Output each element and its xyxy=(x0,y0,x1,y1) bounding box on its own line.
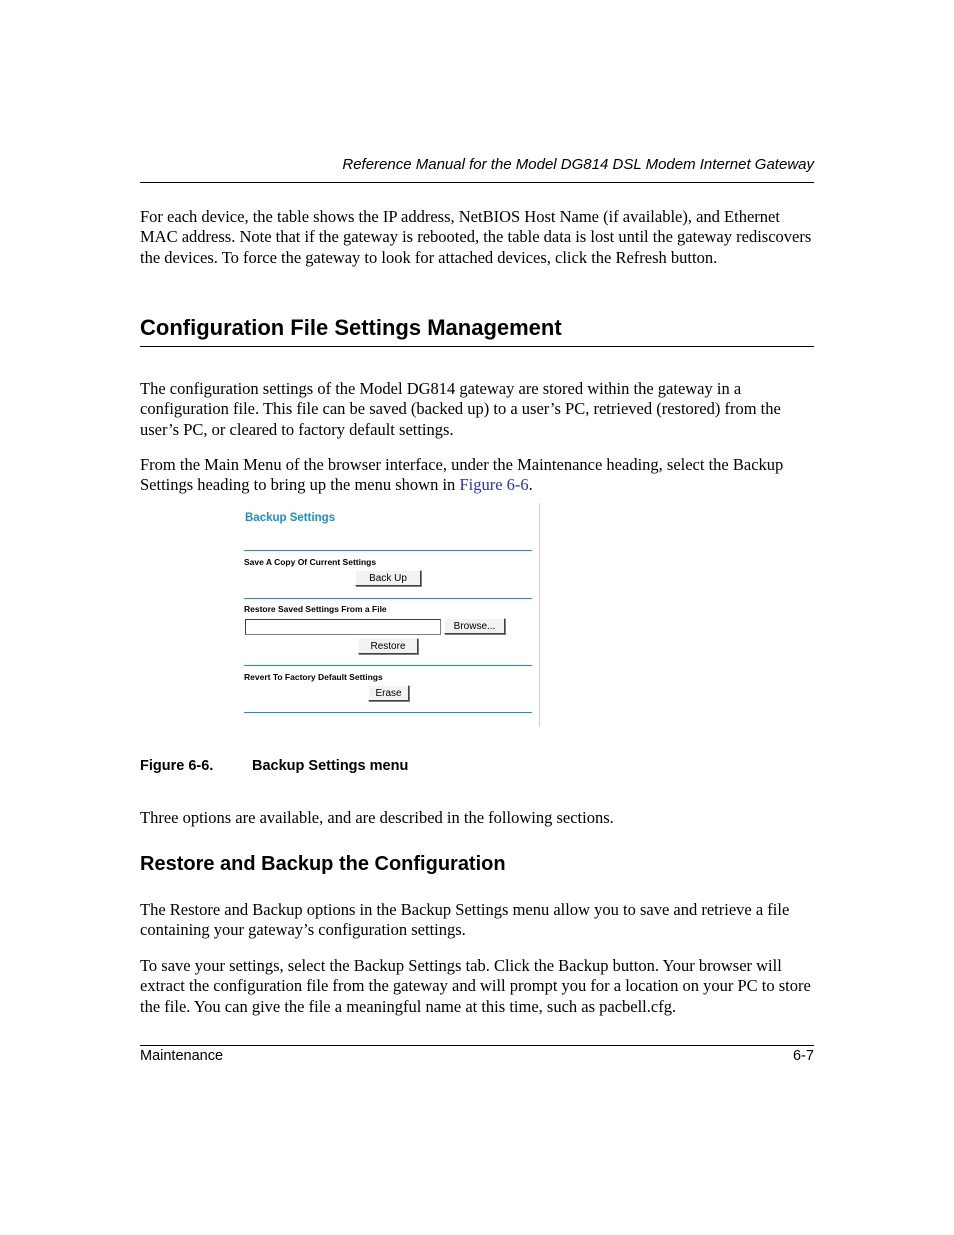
running-header: Reference Manual for the Model DG814 DSL Modem Internet Gateway xyxy=(342,156,814,173)
backup-settings-figure xyxy=(241,503,540,727)
subsection-para1-text: The Restore and Backup options in the Backup Settings menu allow you to save and retrieve a file containing your gateway’s configuration settings. xyxy=(140,900,790,940)
section-para2-end: . xyxy=(528,475,533,495)
figure-divider xyxy=(244,550,532,551)
section-paragraph-1 xyxy=(140,379,814,440)
back-up-button[interactable]: Back Up xyxy=(355,570,421,586)
footer-page-number: 6-7 xyxy=(793,1048,814,1064)
section-para2-text: From the Main Menu of the browser interface, under the Maintenance heading, select the Backup Settings heading to bring up the menu shown in xyxy=(140,455,784,495)
erase-button[interactable]: Erase xyxy=(368,685,409,701)
subsection-para2-text: To save your settings, select the Backup Settings tab. Click the Backup button. Your browser will extract the configuration file from the gateway and will prompt you for a location on your PC to store the file. You can give the file a meaningful name at this time, such as pacbell.cfg. xyxy=(140,956,811,1016)
browse-button[interactable]: Browse... xyxy=(444,618,505,634)
figure-caption xyxy=(140,758,408,774)
figure-link[interactable]: Figure 6-6 xyxy=(459,475,529,495)
footer-rule xyxy=(140,1045,814,1046)
restore-button[interactable]: Restore xyxy=(358,638,418,654)
subsection-heading: Restore and Backup the Configuration xyxy=(140,853,506,875)
restore-settings-label: Restore Saved Settings From a File xyxy=(244,604,387,614)
restore-file-input[interactable] xyxy=(245,619,441,635)
figure-divider xyxy=(244,598,532,599)
intro-text: For each device, the table shows the IP address, NetBIOS Host Name (if available), and Ethernet MAC address. Note that if the gateway is rebooted, the table data is lost until the gateway rediscovers the devices. To force the gateway to look for attached devices, click the Refresh button. xyxy=(140,207,812,267)
subsection-paragraph-1 xyxy=(140,900,814,941)
section-rule xyxy=(140,346,814,347)
options-paragraph xyxy=(140,808,814,828)
footer-chapter: Maintenance xyxy=(140,1048,224,1064)
options-text: Three options are available, and are described in the following sections. xyxy=(140,808,614,827)
figure-divider xyxy=(244,712,532,713)
backup-settings-title: Backup Settings xyxy=(245,512,336,524)
header-rule xyxy=(140,182,814,183)
figure-divider xyxy=(244,665,532,666)
section-heading: Configuration File Settings Management xyxy=(140,315,562,340)
figure-caption-text: Backup Settings menu xyxy=(252,758,409,774)
save-copy-label: Save A Copy Of Current Settings xyxy=(244,557,377,567)
section-para1-text: The configuration settings of the Model DG814 gateway are stored within the gateway in a configuration file. This file can be saved (backed up) to a user’s PC, retrieved (restored) from the user’s PC, or cleared to factory default settings. xyxy=(140,379,781,439)
intro-paragraph xyxy=(140,207,814,268)
revert-defaults-label: Revert To Factory Default Settings xyxy=(244,672,383,682)
subsection-paragraph-2 xyxy=(140,956,814,1017)
section-paragraph-2 xyxy=(140,455,814,496)
figure-number: Figure 6-6. xyxy=(140,758,214,774)
